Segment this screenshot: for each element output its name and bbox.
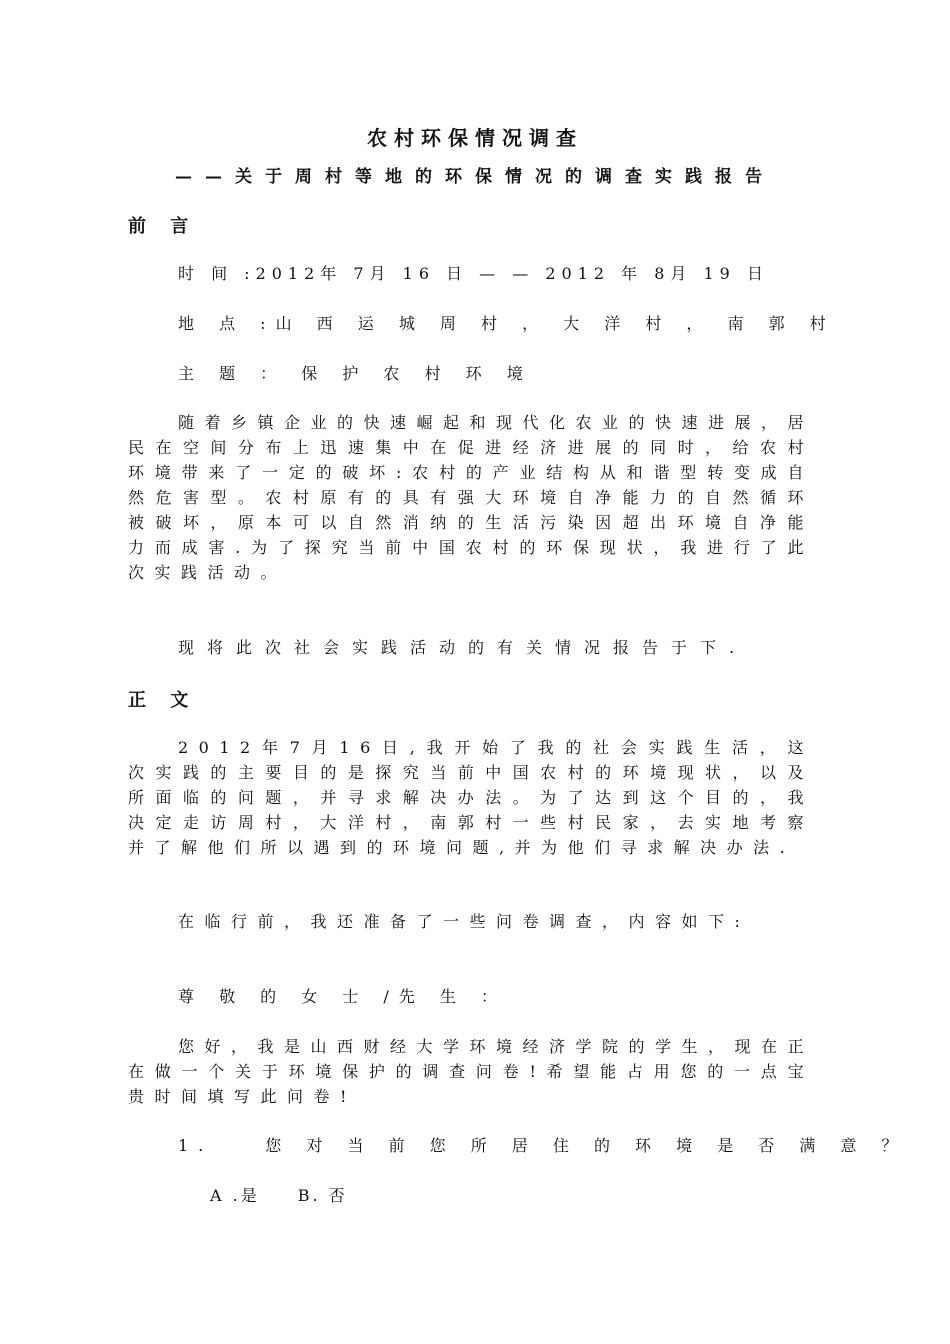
preface-paragraph-1: 随着乡镇企业的快速崛起和现代化农业的快速进展，居民在空间分布上迅速集中在促进经济进展的同时，给农村环境带来了一定的破坏:农村的产业结构从和谐型转变成自然危害型。农村原有的具有强大环境自净能力的自然循环被破坏，原本可以自然消纳的生活污染因超出环境自净能力而成害.为了探究当前中国农村的环保现状，我进行了此次实践活动。 — [128, 413, 815, 582]
survey-greeting: 您好，我是山西财经大学环境经济学院的学生，现在正在做一个关于环境保护的调查问卷!希望能占用您的一点宝贵时间填写此问卷! — [128, 1037, 815, 1106]
document-title: 农村环保情况调查 — [367, 126, 583, 150]
body-paragraph-2: 在临行前，我还准备了一些问卷调查，内容如下: — [178, 912, 751, 931]
preface-place: 地 点 :山 西 运 城 周 村 ， 大 洋 村 ， 南 郭 村 — [178, 314, 836, 333]
preface-paragraph-2: 现将此次社会实践活动的有关情况报告于下. — [178, 638, 748, 657]
body-paragraph-1: 2012年7月16日,我开始了我的社会实践生活，这次实践的主要目的是探究当前中国农村的环境现状，以及所面临的问题，并寻求解决办法。为了达到这个目的，我决定走访周村，大洋村，南郭村一些村民家，去实地考察并了解他们所以遇到的环境问题,并为他们寻求解决办法. — [128, 738, 814, 857]
survey-question-1: 1. 您 对 当 前 您 所 居 住 的 环 境 是 否 满 意 ？ — [178, 1136, 908, 1155]
survey-salutation: 尊 敬 的 女 士 /先 生 ： — [178, 987, 507, 1006]
body-heading: 正 文 — [128, 690, 198, 711]
preface-time: 时 间 :2012年 7月 16 日 — — 2012 年 8月 19 日 — [178, 264, 769, 283]
survey-question-1-options: A .是 B. 否 — [210, 1186, 348, 1205]
document-subtitle: ——关于周村等地的环保情况的调查实践报告 — [175, 167, 775, 187]
preface-theme: 主 题 ： 保 护 农 村 环 境 — [178, 364, 533, 383]
preface-heading: 前 言 — [128, 216, 198, 237]
